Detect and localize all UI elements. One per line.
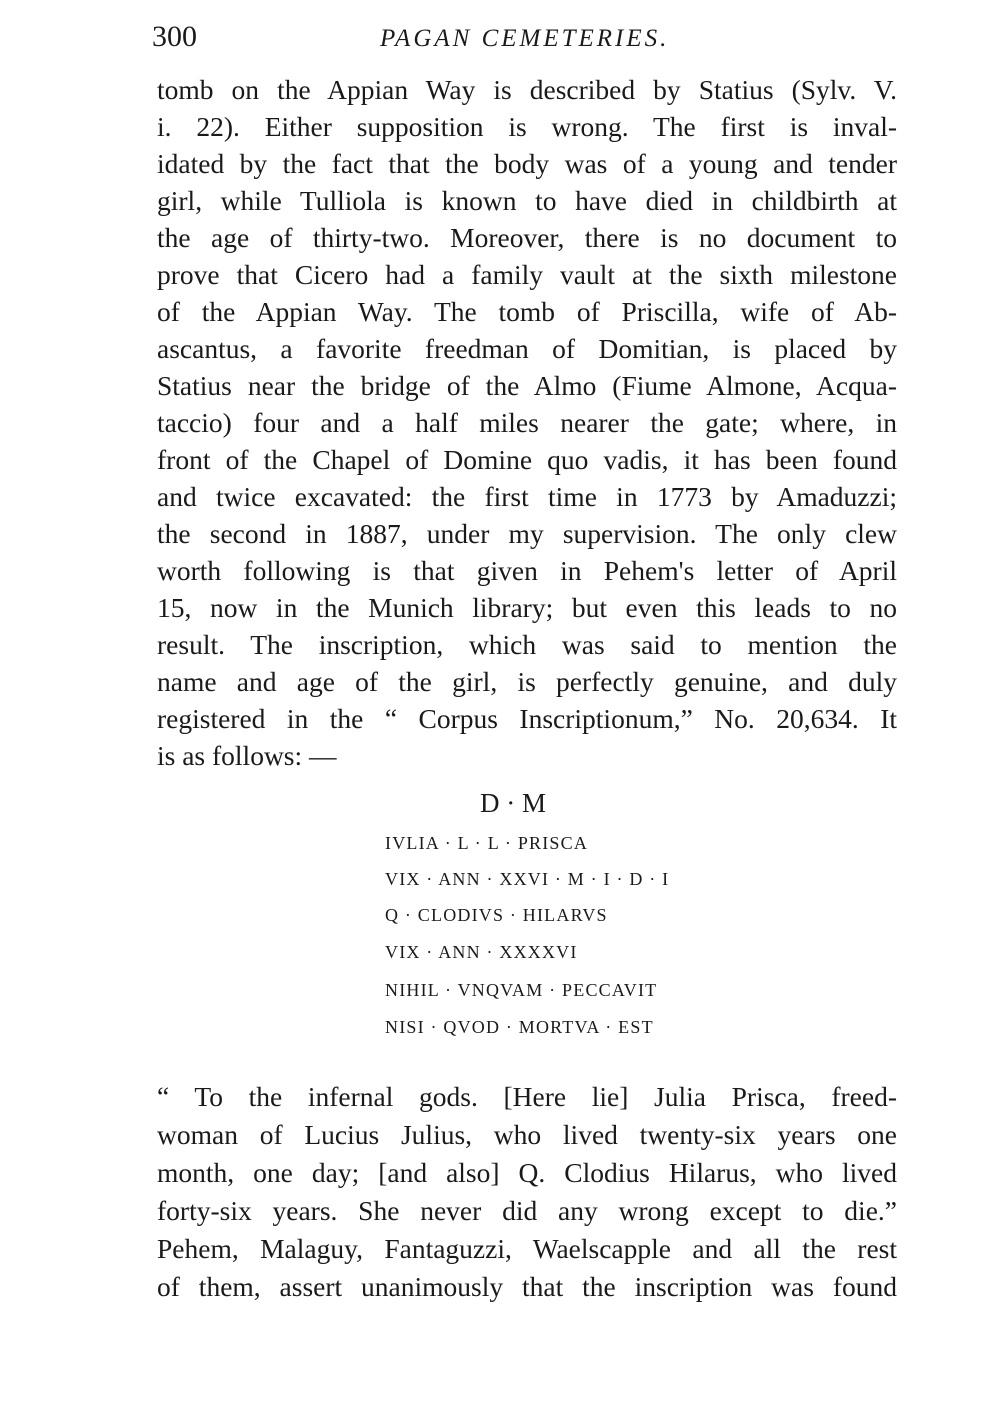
text-line: name and age of the girl, is perfectly genuine, and duly: [157, 666, 897, 697]
text-line: tomb on the Appian Way is described by Statius (Sylv. V.: [157, 74, 897, 105]
text-line: the age of thirty-two. Moreover, there is no document to: [157, 222, 897, 253]
text-line: month, one day; [and also] Q. Clodius Hilarus, who lived: [157, 1157, 897, 1188]
text-line: ascantus, a favorite freedman of Domitian, is placed by: [157, 333, 897, 364]
text-line: Statius near the bridge of the Almo (Fiume Almone, Acqua-: [157, 370, 897, 401]
text-line: girl, while Tulliola is known to have died in childbirth at: [157, 185, 897, 216]
text-line: and twice excavated: the first time in 1773 by Amaduzzi;: [157, 481, 897, 512]
page-number: 300: [152, 20, 197, 53]
inscription-heading: D · M: [480, 788, 546, 818]
text-line: forty-six years. She never did any wrong except to die.”: [157, 1195, 897, 1226]
text-line: result. The inscription, which was said to mention the: [157, 629, 897, 660]
text-line: woman of Lucius Julius, who lived twenty-six years one: [157, 1119, 897, 1150]
text-line: is as follows: —: [157, 740, 337, 771]
text-line: registered in the “ Corpus Inscriptionum,” No. 20,634. It: [157, 703, 897, 734]
text-line: front of the Chapel of Domine quo vadis, it has been found: [157, 444, 897, 475]
text-line: taccio) four and a half miles nearer the gate; where, in: [157, 407, 897, 438]
text-line: 15, now in the Munich library; but even this leads to no: [157, 592, 897, 623]
text-line: idated by the fact that the body was of a young and tender: [157, 148, 897, 179]
inscription-line: VIX · ANN · XXXXVI: [385, 942, 578, 962]
inscription-line: NISI · QVOD · MORTVA · EST: [385, 1017, 654, 1037]
text-line: “ To the infernal gods. [Here lie] Julia Prisca, freed-: [157, 1081, 897, 1112]
text-line: i. 22). Either supposition is wrong. The first is inval-: [157, 111, 897, 142]
text-line: prove that Cicero had a family vault at the sixth milestone: [157, 259, 897, 290]
text-line: of them, assert unanimously that the inscription was found: [157, 1271, 897, 1302]
running-head: PAGAN CEMETERIES.: [380, 25, 670, 52]
inscription-line: IVLIA · L · L · PRISCA: [385, 833, 589, 853]
inscription-line: VIX · ANN · XXVI · M · I · D · I: [385, 869, 670, 889]
text-line: Pehem, Malaguy, Fantaguzzi, Waelscapple and all the rest: [157, 1233, 897, 1264]
inscription-line: Q · CLODIVS · HILARVS: [385, 905, 608, 925]
text-line: worth following is that given in Pehem's letter of April: [157, 555, 897, 586]
inscription-line: NIHIL · VNQVAM · PECCAVIT: [385, 980, 658, 1000]
text-line: of the Appian Way. The tomb of Priscilla, wife of Ab-: [157, 296, 897, 327]
text-line: the second in 1887, under my supervision. The only clew: [157, 518, 897, 549]
